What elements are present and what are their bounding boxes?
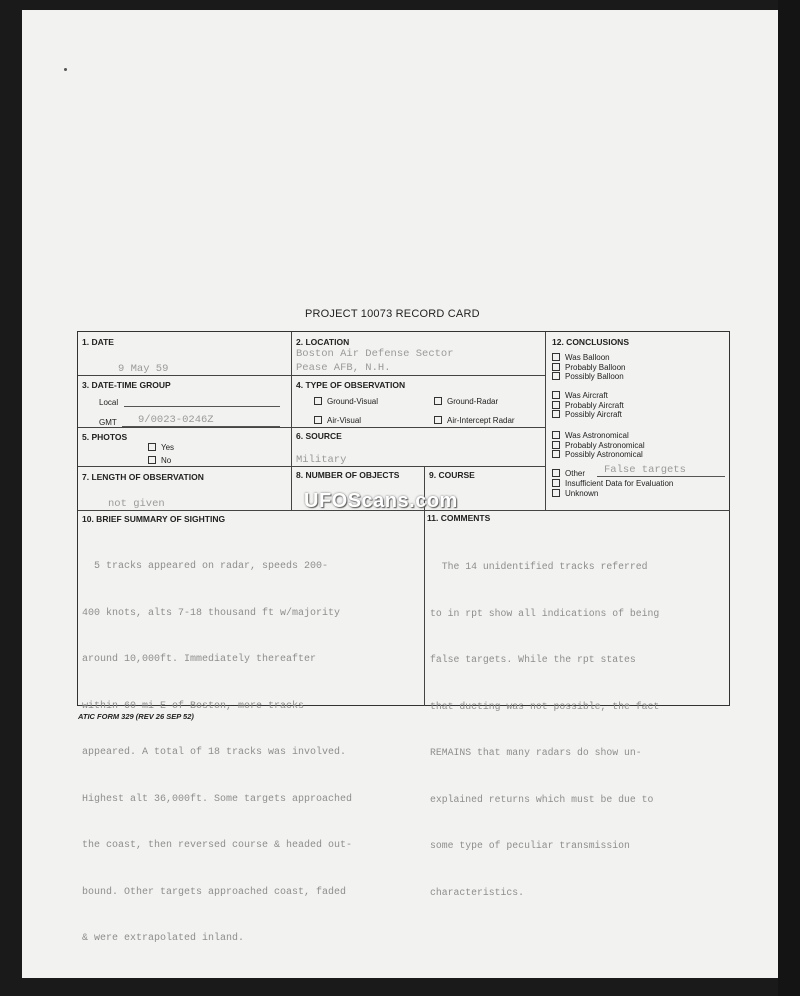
gmt-value: 9/0023-0246Z	[138, 414, 214, 426]
length-value: not given	[108, 498, 165, 510]
summary-label: 10. BRIEF SUMMARY OF SIGHTING	[82, 514, 226, 524]
gmt-label: GMT	[99, 418, 117, 427]
conclusion-option: Probably Aircraft	[552, 401, 624, 411]
ground-radar-option: Ground-Radar	[434, 397, 498, 406]
comments-line: that ducting was not possible, the fact	[430, 700, 660, 712]
checkbox-icon	[148, 456, 156, 464]
summary-line: 400 knots, alts 7-18 thousand ft w/majority	[82, 607, 341, 619]
checkbox-icon	[552, 363, 560, 371]
conclusion-option: Possibly Astronomical	[552, 450, 645, 460]
comments-label: 11. COMMENTS	[427, 513, 491, 523]
checkbox-icon	[314, 397, 322, 405]
dtg-label: 3. DATE-TIME GROUP	[82, 380, 171, 390]
conclusion-option: Possibly Aircraft	[552, 410, 624, 420]
comments-line: The 14 unidentified tracks referred	[430, 561, 648, 572]
summary-line: appeared. A total of 18 tracks was involved.	[82, 747, 347, 758]
summary-text	[82, 528, 352, 962]
checkbox-icon	[552, 469, 560, 477]
comments-line: explained returns which must be due to	[430, 793, 654, 805]
checkbox-icon	[552, 410, 560, 418]
checkbox-icon	[552, 431, 560, 439]
conclusion-option: Possibly Balloon	[552, 372, 625, 382]
summary-line: bound. Other targets approached coast, faded	[82, 886, 347, 898]
gmt-underline	[122, 426, 280, 427]
checkbox-icon	[434, 416, 442, 424]
grid-line	[291, 332, 292, 511]
air-visual-option: Air-Visual	[314, 416, 361, 425]
course-label: 9. COURSE	[429, 470, 475, 480]
checkbox-icon	[552, 372, 560, 380]
conclusion-option: Probably Balloon	[552, 363, 625, 373]
checkbox-icon	[552, 441, 560, 449]
summary-line: & were extrapolated inland.	[82, 933, 245, 944]
conclusion-option: Probably Astronomical	[552, 441, 645, 451]
form-id: ATIC FORM 329 (REV 26 SEP 52)	[78, 712, 194, 721]
conclusions-astronomical-group	[552, 431, 645, 460]
num-objects-label: 8. NUMBER OF OBJECTS	[296, 470, 400, 480]
checkbox-icon	[434, 397, 442, 405]
conclusion-option: Was Balloon	[552, 353, 625, 363]
summary-line: 5 tracks appeared on radar, speeds 200-	[82, 561, 329, 572]
checkbox-icon	[552, 479, 560, 487]
comments-line: REMAINS that many radars do show un-	[430, 747, 642, 758]
local-label: Local	[99, 398, 119, 407]
summary-line: within 60 mi E of Boston, more tracks	[82, 700, 305, 712]
grid-line	[78, 375, 545, 376]
checkbox-icon	[552, 353, 560, 361]
source-value: Military	[296, 454, 347, 466]
other-value: False targets	[604, 464, 686, 476]
checkbox-icon	[552, 450, 560, 458]
date-label: 1. DATE	[82, 337, 114, 347]
summary-line: the coast, then reversed course & headed out-	[82, 840, 353, 851]
comments-line: false targets. While the rpt states	[430, 654, 636, 665]
length-label: 7. LENGTH OF OBSERVATION	[82, 472, 204, 482]
scan-speck	[64, 68, 67, 71]
grid-line	[78, 427, 545, 428]
location-line-1: Boston Air Defense Sector	[296, 348, 454, 360]
air-intercept-option: Air-Intercept Radar	[434, 416, 515, 425]
summary-line: Highest alt 36,000ft. Some targets approached	[82, 793, 353, 805]
conclusion-insufficient: Insufficient Data for Evaluation	[552, 479, 673, 489]
conclusions-aircraft-group	[552, 391, 624, 420]
comments-line: to in rpt show all indications of being	[430, 607, 660, 619]
source-label: 6. SOURCE	[296, 431, 342, 441]
conclusion-other: Other	[552, 469, 585, 479]
checkbox-icon	[552, 489, 560, 497]
conclusions-balloon-group	[552, 353, 625, 382]
watermark: UFOScans.com	[304, 490, 458, 512]
conclusions-label: 12. CONCLUSIONS	[552, 337, 629, 347]
checkbox-icon	[148, 443, 156, 451]
comments-line: characteristics.	[430, 886, 525, 898]
conclusion-unknown: Unknown	[552, 489, 598, 499]
comments-line: some type of peculiar transmission	[430, 840, 630, 851]
date-value: 9 May 59	[118, 363, 169, 375]
obs-type-label: 4. TYPE OF OBSERVATION	[296, 380, 406, 390]
scan-edge	[778, 0, 800, 996]
checkbox-icon	[552, 401, 560, 409]
location-label: 2. LOCATION	[296, 337, 350, 347]
location-line-2: Pease AFB, N.H.	[296, 362, 391, 374]
checkbox-icon	[314, 416, 322, 424]
photos-label: 5. PHOTOS	[82, 432, 128, 442]
ground-visual-option: Ground-Visual	[314, 397, 378, 406]
checkbox-icon	[552, 391, 560, 399]
comments-text	[430, 528, 659, 916]
photos-yes-option: Yes	[148, 443, 174, 452]
summary-line: around 10,000ft. Immediately thereafter	[82, 654, 317, 665]
photos-no-option: No	[148, 456, 171, 465]
other-underline	[597, 476, 725, 477]
grid-line	[78, 466, 545, 467]
grid-line	[545, 332, 546, 511]
conclusion-option: Was Aircraft	[552, 391, 624, 401]
local-underline	[124, 406, 280, 407]
card-title: PROJECT 10073 RECORD CARD	[305, 308, 480, 320]
conclusion-option: Was Astronomical	[552, 431, 645, 441]
